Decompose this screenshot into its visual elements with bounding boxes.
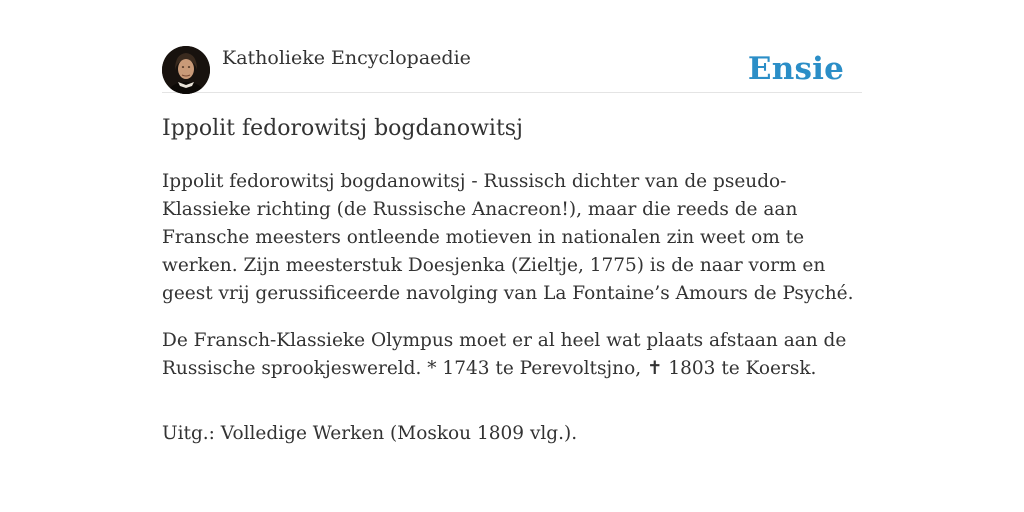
avatar[interactable]: [162, 46, 210, 94]
portrait-icon: [162, 46, 210, 94]
page-title: Ippolit fedorowitsj bogdanowitsj: [162, 116, 523, 141]
source-header: [162, 46, 862, 93]
article-paragraph: Ippolit fedorowitsj bogdanowitsj - Russisch dichter van de pseudo-Klassieke richting (de Russische Anacreon!), maar die reeds de aan Fransche meesters ontleende motieven in nationalen zin weet om te werken. Zijn meesterstuk Doesjenka (Zieltje, 1775) is de naar vorm en geest vrij gerussificeerde navolging van La Fontaine’s Amours de Psyché.: [162, 171, 854, 304]
brand-logo[interactable]: Ensie: [747, 51, 844, 87]
source-name[interactable]: Katholieke Encyclopaedie: [222, 47, 471, 69]
article-body: [162, 168, 862, 467]
article-paragraph: De Fransch-Klassieke Olympus moet er al heel wat plaats afstaan aan de Russische sprookjeswereld. * 1743 te Perevoltsjno, ✝ 1803 te Koersk.: [162, 330, 847, 379]
article-paragraph: Uitg.: Volledige Werken (Moskou 1809 vlg.).: [162, 423, 578, 444]
